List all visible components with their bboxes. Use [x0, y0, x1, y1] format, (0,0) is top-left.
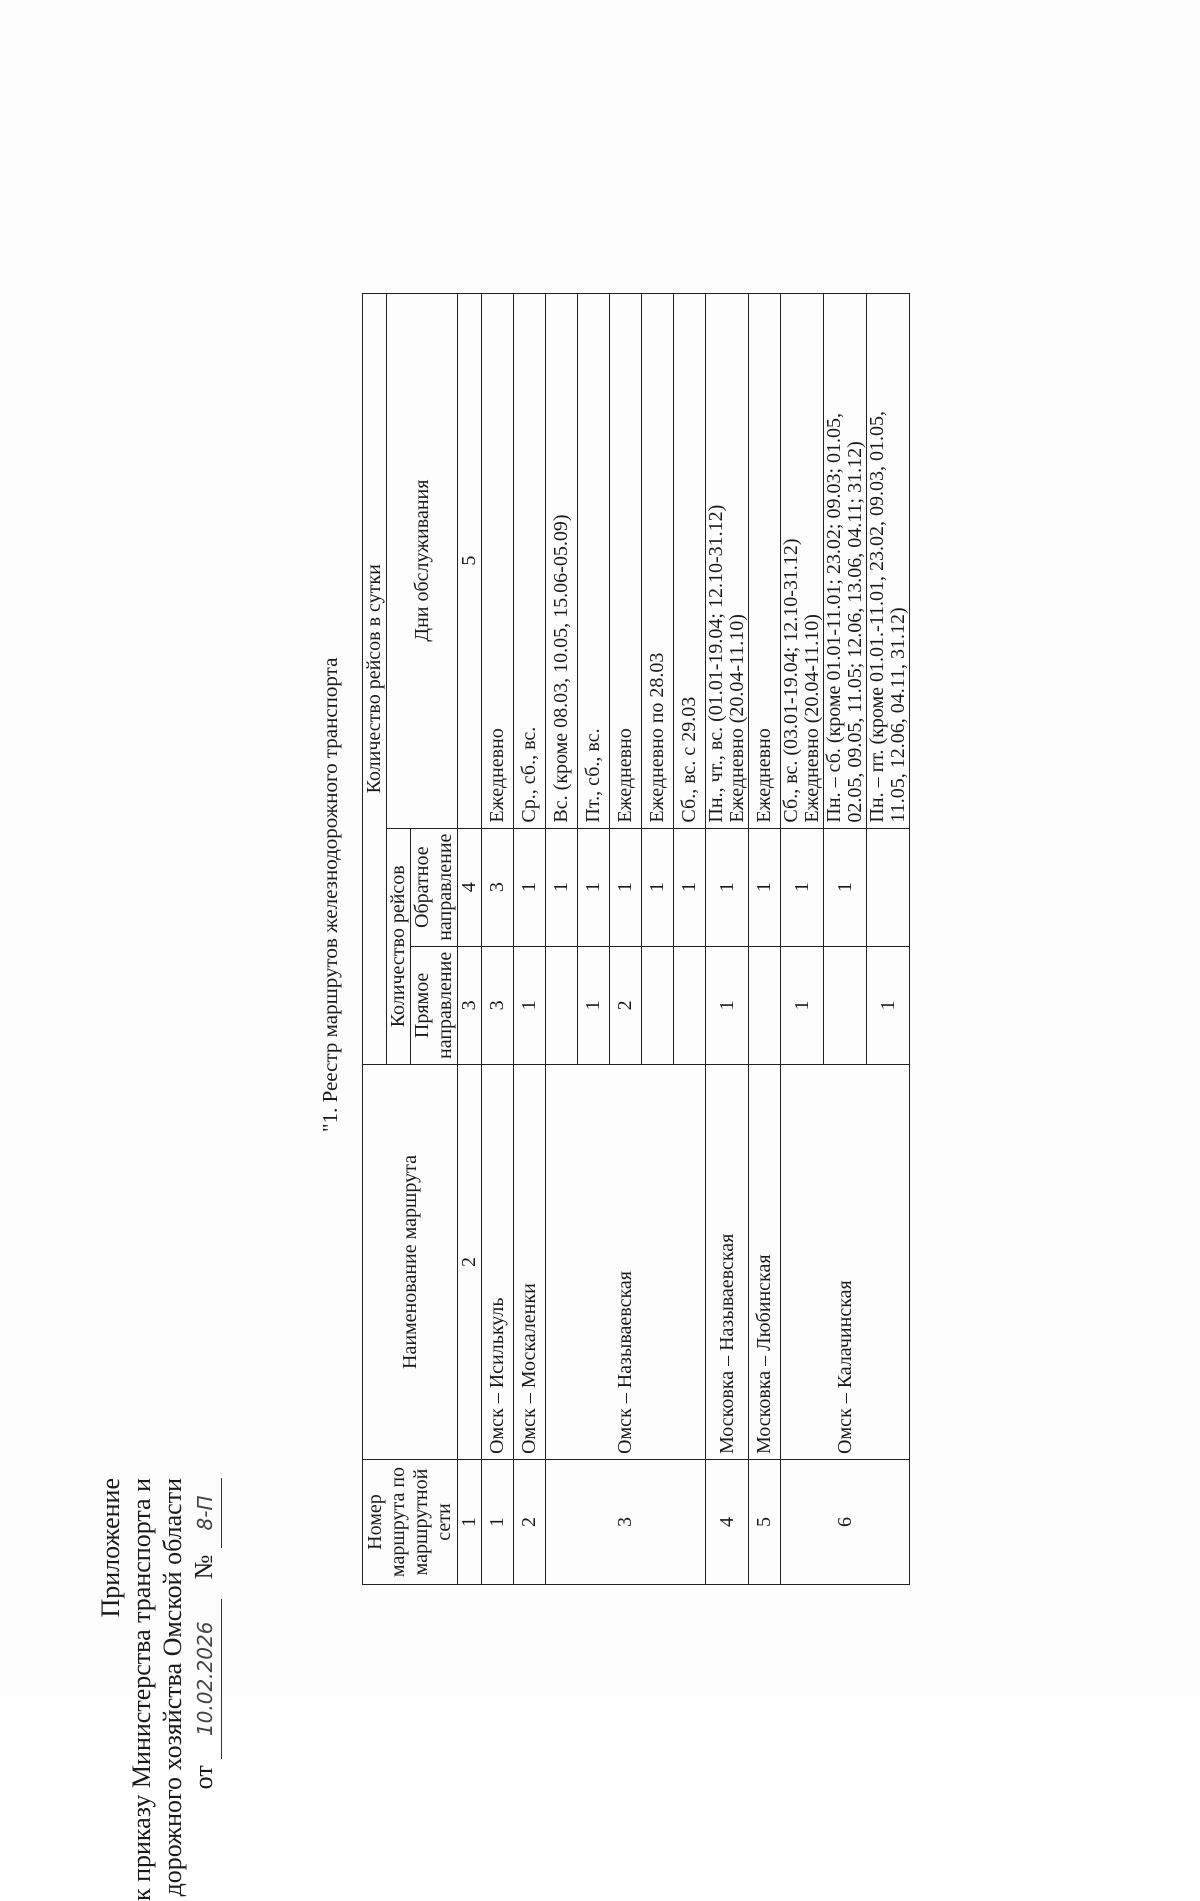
service-days-cell	[610, 293, 642, 828]
appendix-line-1: к приказу Министерства транспорта и	[127, 1478, 156, 1901]
backward-trips-cell: 1	[642, 828, 674, 946]
service-days-line: Ежедневно	[753, 728, 775, 823]
forward-trips-cell: 1	[514, 946, 546, 1064]
service-days-cell	[867, 293, 910, 828]
table-title: "1. Реестр маршрутов железнодорожного транспорта	[318, 657, 342, 1132]
route-name-cell: Московка – Любинская	[749, 1065, 781, 1460]
header-service-days: Дни обслуживания	[387, 293, 458, 828]
table-row	[514, 293, 546, 1584]
routes-table	[362, 293, 910, 1585]
backward-trips-cell: 3	[482, 828, 514, 946]
service-days-line: Сб., вс. с 29.03	[678, 696, 700, 823]
table-row	[546, 293, 578, 1584]
backward-trips-cell: 1	[578, 828, 610, 946]
column-number: 4	[458, 828, 482, 946]
handwritten-date: 10.02.2026	[190, 1599, 222, 1759]
table-row	[706, 293, 749, 1584]
routes-table-body	[482, 293, 910, 1584]
column-number: 5	[458, 293, 482, 828]
backward-trips-cell: 1	[514, 828, 546, 946]
service-days-cell	[824, 293, 867, 828]
route-name-cell: Московка – Называевская	[706, 1065, 749, 1460]
service-days-cell	[514, 293, 546, 828]
forward-trips-cell: 2	[610, 946, 642, 1064]
table-row	[749, 293, 781, 1584]
forward-trips-cell	[546, 946, 578, 1064]
column-number: 3	[458, 946, 482, 1064]
service-days-line: Ежедневно (20.04-11.10)	[726, 614, 748, 823]
service-days-line: 11.05, 12.06, 04.11, 31.12)	[887, 607, 909, 823]
route-number-cell: 1	[482, 1460, 514, 1585]
route-number-cell: 4	[706, 1460, 749, 1585]
service-days-line: Ежедневно (20.04-11.10)	[801, 614, 823, 823]
forward-trips-cell: 3	[482, 946, 514, 1064]
service-days-line: Ср., сб., вс.	[518, 726, 540, 823]
service-days-cell	[578, 293, 610, 828]
forward-trips-cell	[674, 946, 706, 1064]
appendix-title: Приложение	[96, 1478, 125, 1618]
service-days-cell	[482, 293, 514, 828]
column-number: 1	[458, 1460, 482, 1585]
route-name-cell: Омск – Калачинская	[781, 1065, 910, 1460]
forward-trips-cell: 1	[706, 946, 749, 1064]
backward-trips-cell: 1	[749, 828, 781, 946]
service-days-cell	[546, 293, 578, 828]
route-number-cell: 3	[546, 1460, 706, 1585]
forward-trips-cell	[642, 946, 674, 1064]
column-number: 2	[458, 1065, 482, 1460]
route-name-cell: Омск – Называевская	[546, 1065, 706, 1460]
service-days-line: 02.05, 09.05, 11.05; 12.06, 13.06, 04.11; 31.12)	[844, 441, 866, 823]
header-trips-count: Количество рейсов	[387, 828, 411, 1064]
service-days-line: Сб., вс. (03.01-19.04; 12.10-31.12)	[780, 538, 802, 823]
handwritten-number: 8-П	[190, 1478, 222, 1548]
service-days-cell	[706, 293, 749, 828]
backward-trips-cell: 1	[824, 828, 867, 946]
service-days-cell	[674, 293, 706, 828]
forward-trips-cell: 1	[867, 946, 910, 1064]
backward-trips-cell: 1	[781, 828, 824, 946]
service-days-line: Ежедневно по 28.03	[646, 652, 668, 823]
backward-trips-cell: 1	[674, 828, 706, 946]
service-days-line: Ежедневно	[614, 728, 636, 823]
header-backward: Обратное направление	[411, 828, 458, 946]
backward-trips-cell: 1	[610, 828, 642, 946]
service-days-line: Пт., сб., вс.	[582, 728, 604, 823]
service-days-cell	[749, 293, 781, 828]
number-prefix: №	[189, 1554, 218, 1580]
route-number-cell: 6	[781, 1460, 910, 1585]
service-days-line: Пн. – сб. (кроме 01.01-11.01; 23.02; 09.03; 01.05,	[823, 413, 845, 823]
appendix-date-line	[188, 1478, 222, 1901]
header-route-name: Наименование маршрута	[363, 1065, 458, 1460]
header-route-number: Номер маршрута по маршрутной сети	[363, 1460, 458, 1585]
route-name-cell: Омск – Москаленки	[514, 1065, 546, 1460]
service-days-line: Пн., чт., вс. (01.01-19.04; 12.10-31.12)	[705, 504, 727, 823]
forward-trips-cell: 1	[781, 946, 824, 1064]
service-days-cell	[642, 293, 674, 828]
appendix-header	[95, 1478, 222, 1901]
service-days-line: Ежедневно	[486, 728, 508, 823]
forward-trips-cell	[824, 946, 867, 1064]
forward-trips-cell	[749, 946, 781, 1064]
route-number-cell: 5	[749, 1460, 781, 1585]
route-number-cell: 2	[514, 1460, 546, 1585]
forward-trips-cell: 1	[578, 946, 610, 1064]
service-days-line: Пн. – пт. (кроме 01.01.-11.01, 23.02, 09.03, 01.05,	[866, 411, 888, 823]
table-row	[781, 293, 824, 1584]
table-row	[482, 293, 514, 1584]
route-name-cell: Омск – Исилькуль	[482, 1065, 514, 1460]
backward-trips-cell: 1	[546, 828, 578, 946]
service-days-cell	[781, 293, 824, 828]
header-trips-per-day: Количество рейсов в сутки	[363, 293, 387, 1064]
header-forward: Прямое направление	[411, 946, 458, 1064]
backward-trips-cell: 1	[706, 828, 749, 946]
service-days-line: Вс. (кроме 08.03, 10.05, 15.06-05.09)	[550, 514, 572, 823]
appendix-line-2: дорожного хозяйства Омской области	[158, 1478, 187, 1897]
backward-trips-cell	[867, 828, 910, 946]
date-prefix: от	[189, 1765, 218, 1790]
